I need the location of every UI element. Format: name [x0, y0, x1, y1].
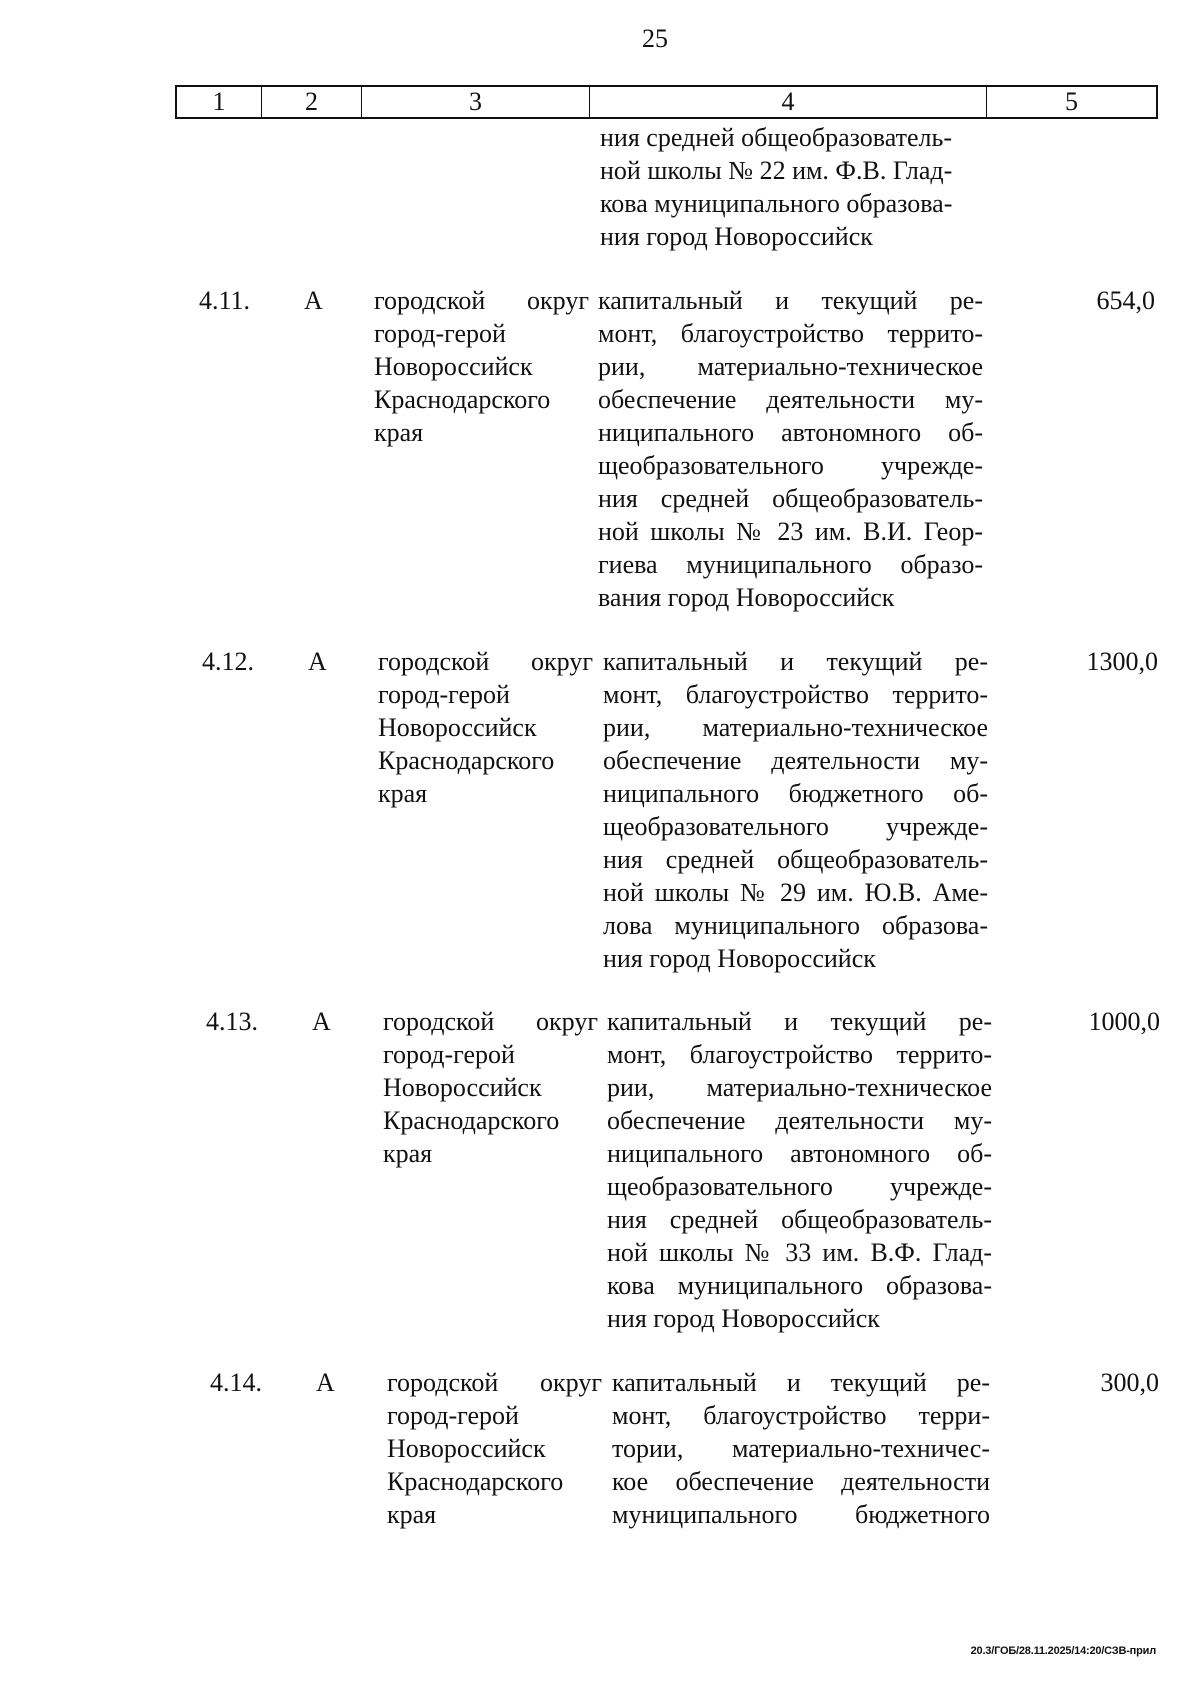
- description-line: рии, материально-техническое: [607, 1073, 992, 1102]
- header-col-4: 4: [590, 87, 987, 117]
- header-col-3: 3: [362, 87, 590, 117]
- description-line: ной школы № 33 им. В.Ф. Глад-: [607, 1238, 992, 1267]
- description-line: ния средней общеобразователь-: [598, 484, 983, 513]
- municipality-line: городской округ: [374, 286, 589, 315]
- description-line: капитальный и текущий ре-: [607, 1007, 992, 1036]
- description-line: гиева муниципального образо-: [598, 550, 983, 579]
- row-municipality: [378, 645, 593, 810]
- row-description: [612, 1366, 990, 1531]
- page-number: 25: [642, 24, 668, 53]
- description-line: ния город Новороссийск: [600, 222, 873, 251]
- description-line: монт, благоустройство террито-: [603, 680, 988, 709]
- header-col-2: 2: [262, 87, 362, 117]
- description-line: тории, материально-техничес-: [612, 1434, 990, 1463]
- description-line: монт, благоустройство террито-: [607, 1040, 992, 1069]
- description-line: ной школы № 29 им. Ю.В. Аме-: [603, 878, 988, 907]
- description-line: ния средней общеобразователь-: [603, 845, 988, 874]
- row-number: 4.13.: [206, 1007, 258, 1036]
- row-number: 4.12.: [202, 647, 254, 676]
- row-description: [607, 1005, 992, 1335]
- description-line: ния средней общеобразователь-: [607, 1205, 992, 1234]
- municipality-line: Новороссийск: [383, 1073, 542, 1102]
- description-line: обеспечение деятельности му-: [607, 1106, 992, 1135]
- description-line: обеспечение деятельности му-: [603, 746, 988, 775]
- description-line: ниципального бюджетного об-: [603, 779, 988, 808]
- municipality-line: Новороссийск: [374, 352, 533, 381]
- municipality-line: Новороссийск: [378, 713, 537, 742]
- description-line: обеспечение деятельности му-: [598, 385, 983, 414]
- municipality-line: Краснодарского: [387, 1467, 564, 1496]
- row-category: А: [308, 647, 327, 676]
- description-line: ния средней общеобразователь-: [600, 123, 952, 152]
- row-amount: 300,0: [1100, 1368, 1159, 1397]
- description-line: щеобразовательного учрежде-: [607, 1172, 992, 1201]
- description-line: ной школы № 23 им. В.И. Геор-: [598, 517, 983, 546]
- description-line: рии, материально-техническое: [598, 352, 983, 381]
- row-amount: 654,0: [1096, 286, 1155, 315]
- description-line: ной школы № 22 им. Ф.В. Глад-: [600, 156, 953, 185]
- row-amount: 1000,0: [1088, 1007, 1160, 1036]
- row-description: [598, 284, 983, 614]
- municipality-line: Краснодарского: [374, 385, 551, 414]
- row-category: А: [312, 1007, 331, 1036]
- municipality-line: город-герой: [383, 1040, 515, 1069]
- row-number: 4.11.: [198, 286, 250, 315]
- municipality-line: края: [383, 1139, 433, 1168]
- description-line: муниципального бюджетного: [612, 1500, 990, 1529]
- description-line: капитальный и текущий ре-: [598, 286, 983, 315]
- description-line: ния город Новороссийск: [603, 944, 876, 973]
- municipality-line: края: [387, 1500, 437, 1529]
- description-line: монт, благоустройство террито-: [598, 319, 983, 348]
- description-line: лова муниципального образова-: [603, 911, 988, 940]
- row-description: [600, 121, 985, 253]
- description-line: ния город Новороссийск: [607, 1304, 880, 1333]
- description-line: вания город Новороссийск: [598, 583, 895, 612]
- municipality-line: город-герой: [374, 319, 506, 348]
- description-line: капитальный и текущий ре-: [603, 647, 988, 676]
- description-line: рии, материально-техническое: [603, 713, 988, 742]
- municipality-line: Краснодарского: [383, 1106, 560, 1135]
- description-line: щеобразовательного учрежде-: [603, 812, 988, 841]
- description-line: кое обеспечение деятельности: [612, 1467, 990, 1496]
- row-number: 4.14.: [210, 1368, 262, 1397]
- row-municipality: [387, 1366, 602, 1531]
- municipality-line: края: [378, 779, 428, 808]
- municipality-line: город-герой: [387, 1401, 519, 1430]
- municipality-line: городской округ: [387, 1368, 602, 1397]
- description-line: щеобразовательного учрежде-: [598, 451, 983, 480]
- municipality-line: город-герой: [378, 680, 510, 709]
- municipality-line: городской округ: [383, 1007, 598, 1036]
- row-category: А: [316, 1368, 335, 1397]
- description-line: кова муниципального образова-: [607, 1271, 992, 1300]
- description-line: ниципального автономного об-: [607, 1139, 992, 1168]
- header-col-1: 1: [177, 87, 262, 117]
- row-municipality: [383, 1005, 598, 1170]
- description-line: ниципального автономного об-: [598, 418, 983, 447]
- row-amount: 1300,0: [1086, 647, 1158, 676]
- municipality-line: Краснодарского: [378, 746, 555, 775]
- municipality-line: Новороссийск: [387, 1434, 546, 1463]
- description-line: капитальный и текущий ре-: [612, 1368, 990, 1397]
- header-col-5: 5: [1065, 87, 1078, 116]
- row-municipality: [374, 284, 589, 449]
- document-code: 20.3/ГОБ/28.11.2025/14:20/СЗВ-прил: [970, 1645, 1156, 1657]
- row-category: А: [304, 286, 323, 315]
- description-line: кова муниципального образова-: [600, 189, 953, 218]
- municipality-line: края: [374, 418, 424, 447]
- municipality-line: городской округ: [378, 647, 593, 676]
- row-description: [603, 645, 988, 975]
- description-line: монт, благоустройство терри-: [612, 1401, 990, 1430]
